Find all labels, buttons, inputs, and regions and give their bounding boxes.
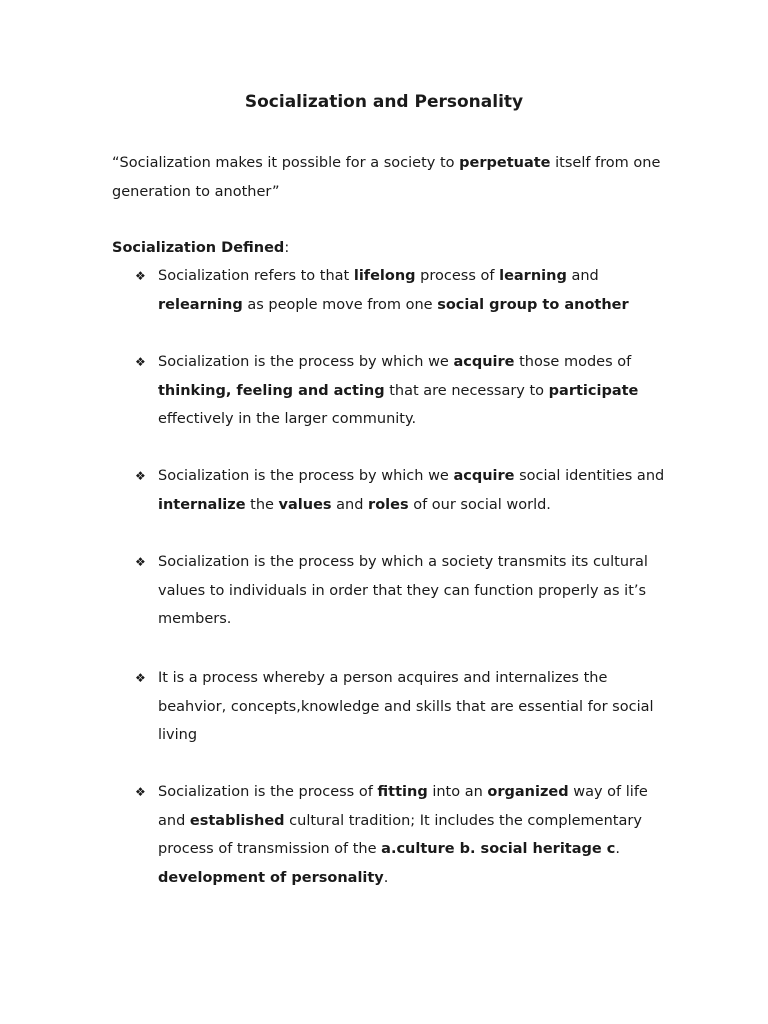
text-run: Socialization refers to that <box>158 268 354 284</box>
bold-run: social group to another <box>437 296 629 313</box>
bold-run: development of personality <box>158 870 384 887</box>
bold-run: established <box>189 812 285 829</box>
bold-run: a.culture b. social heritage c <box>381 841 616 858</box>
text-run: Socialization is the process by which a society transmits its cultural values to individuals in order that they can function properly as it’s members. <box>158 554 648 628</box>
text-run: Socialization is the process of <box>158 784 378 800</box>
diamond-bullet-icon: ❖ <box>135 671 146 685</box>
text-run: and <box>566 268 599 284</box>
bold-run: acquire <box>453 354 515 370</box>
list-item <box>135 548 675 634</box>
section-heading-label: Socialization Defined <box>112 240 285 256</box>
section-heading-colon: : <box>284 240 290 256</box>
quote-emphasis: perpetuate <box>459 155 551 171</box>
bold-run: values <box>278 496 332 513</box>
opening-quote <box>112 149 672 207</box>
text-run: of our social world. <box>408 496 551 513</box>
list-item-text <box>158 348 675 434</box>
text-run: that are necessary to <box>384 382 549 399</box>
text-run: effectively in the larger community. <box>158 411 417 428</box>
bold-run: lifelong <box>353 268 416 284</box>
list-item <box>135 462 675 519</box>
text-run: those modes of <box>514 354 632 370</box>
list-item <box>135 664 675 750</box>
list-item-text <box>158 262 675 319</box>
list-item-text <box>158 664 675 750</box>
list-item-text <box>158 548 675 634</box>
text-run: the <box>245 496 279 513</box>
diamond-bullet-icon: ❖ <box>135 269 146 283</box>
bold-run: fitting <box>377 784 428 800</box>
text-run: Socialization is the process by which we <box>158 354 454 370</box>
bold-run: acquire <box>453 468 515 484</box>
text-run: as people move from one <box>242 296 438 313</box>
quote-text: “Socialization makes it possible for a society to <box>112 155 460 171</box>
text-run: Socialization is the process by which we <box>158 468 454 484</box>
bold-run: participate <box>548 382 639 399</box>
diamond-bullet-icon: ❖ <box>135 469 146 483</box>
diamond-bullet-icon: ❖ <box>135 785 146 799</box>
diamond-bullet-icon: ❖ <box>135 555 146 569</box>
text-run: way of life and <box>158 784 648 829</box>
list-item <box>135 262 675 319</box>
list-item-text <box>158 462 675 519</box>
text-run: It is a process whereby a person acquires and internalizes the beahvior, concepts,knowledge and skills that are essential for social living <box>158 670 654 744</box>
bold-run: learning <box>499 268 567 284</box>
bold-run: internalize <box>158 496 246 513</box>
text-run: process of <box>415 268 500 284</box>
section-heading <box>112 234 289 263</box>
bold-run: roles <box>368 496 409 513</box>
diamond-bullet-icon: ❖ <box>135 355 146 369</box>
text-run: into an <box>427 784 488 800</box>
text-run: . <box>383 870 389 887</box>
list-item-text <box>158 778 675 893</box>
list-item <box>135 348 675 434</box>
quote-text: itself from one generation to another” <box>112 155 661 200</box>
text-run: and <box>331 496 369 513</box>
bold-run: relearning <box>158 296 243 313</box>
bold-run: thinking, feeling and acting <box>158 382 385 399</box>
text-run: social identities and <box>514 468 665 484</box>
bold-run: organized <box>487 784 569 800</box>
text-run: cultural tradition; It includes the complementary process of transmission of the <box>158 812 642 858</box>
document-title: Socialization and Personality <box>244 92 524 112</box>
list-item <box>135 778 675 893</box>
text-run: . <box>615 841 620 858</box>
